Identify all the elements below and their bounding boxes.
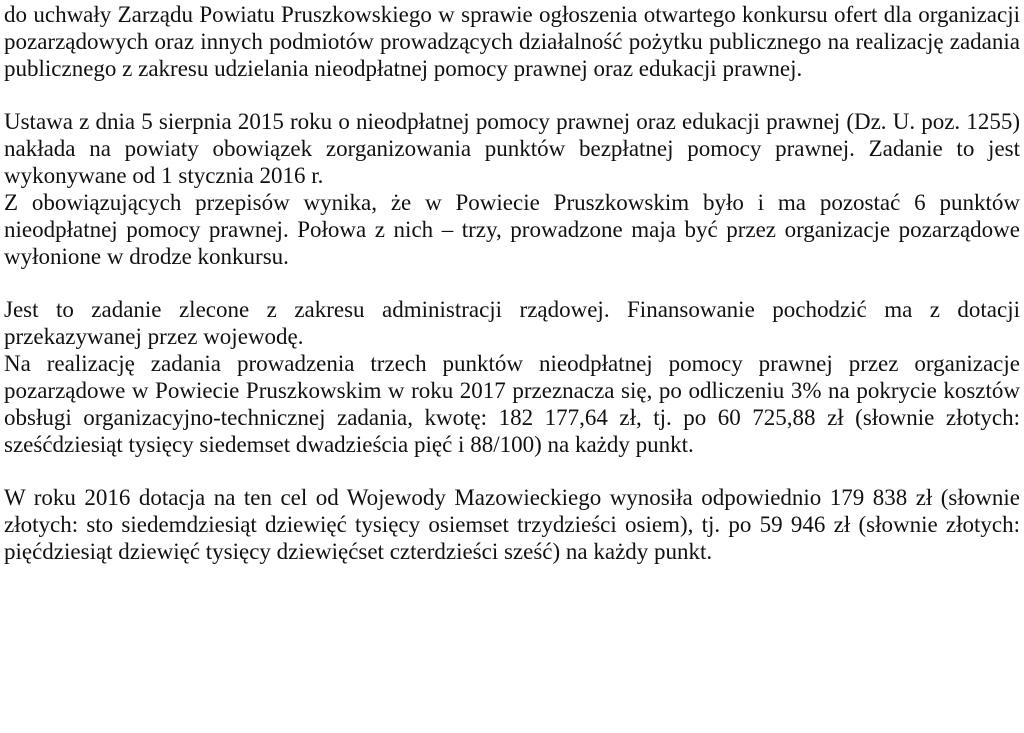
paragraph-gap: [4, 270, 1020, 296]
funding-paragraph: Jest to zadanie zlecone z zakresu administracji rządowej. Finansowanie pochodzić ma z dotacji przekazywanej przez wojewodę.: [4, 297, 1020, 349]
document-body: [4, 0, 1020, 565]
previous-year-paragraph: W roku 2016 dotacja na ten cel od Wojewody Mazowieckiego wynosiła odpowiednio 179 838 zł (słownie złotych: sto siedemdziesiąt dziewięć tysięcy osiemset trzydzieści osiem), tj. po 59 946 zł (słownie złotych: pięćdziesiąt dziewięć tysięcy dziewięćset czterdzieści sześć) na każdy punkt.: [4, 485, 1020, 564]
statute-paragraph: Ustawa z dnia 5 sierpnia 2015 roku o nieodpłatnej pomocy prawnej oraz edukacji prawnej (Dz. U. poz. 1255) nakłada na powiaty obowiązek zorganizowania punktów bezpłatnej pomocy prawnej. Zadanie to jest wykonywane od 1 stycznia 2016 r.: [4, 109, 1020, 188]
intro-paragraph: do uchwały Zarządu Powiatu Pruszkowskiego w sprawie ogłoszenia otwartego konkursu ofert dla organizacji pozarządowych oraz innych podmiotów prowadzących działalność pożytku publicznego na realizację zadania publicznego z zakresu udzielania nieodpłatnej pomocy prawnej oraz edukacji prawnej.: [4, 2, 1020, 81]
paragraph-gap: [4, 458, 1020, 484]
paragraph-gap: [4, 82, 1020, 108]
allocation-paragraph: Na realizację zadania prowadzenia trzech punktów nieodpłatnej pomocy prawnej przez organizacje pozarządowe w Powiecie Pruszkowskim w roku 2017 przeznacza się, po odliczeniu 3% na pokrycie kosztów obsługi organizacyjno-technicznej zadania, kwotę: 182 177,64 zł, tj. po 60 725,88 zł (słownie złotych: sześćdziesiąt tysięcy siedemset dwadzieścia pięć i 88/100) na każdy punkt.: [4, 351, 1020, 457]
regulations-paragraph: Z obowiązujących przepisów wynika, że w Powiecie Pruszkowskim było i ma pozostać 6 punktów nieodpłatnej pomocy prawnej. Połowa z nich – trzy, prowadzone maja być przez organizacje pozarządowe wyłonione w drodze konkursu.: [4, 190, 1020, 269]
